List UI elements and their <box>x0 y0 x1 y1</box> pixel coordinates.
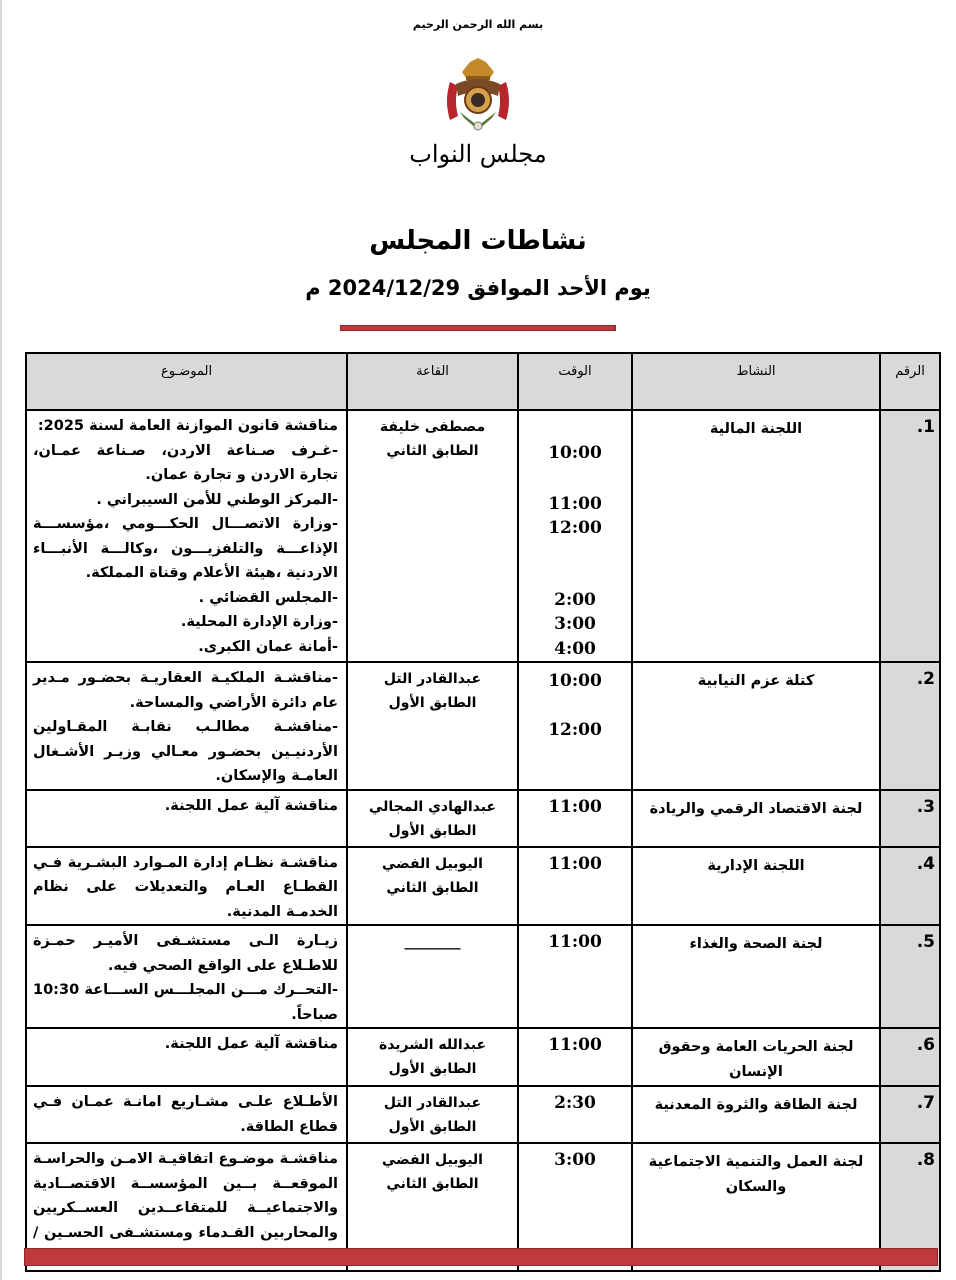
row-room <box>347 847 518 926</box>
time-slot: 11:00 <box>548 932 602 952</box>
header-topic: الموضـوع <box>26 353 347 410</box>
time-slot: 3:00 <box>554 1150 596 1170</box>
room-floor: الطابق الأول <box>388 1061 477 1077</box>
room-name: عبدالله الشريدة <box>378 1037 487 1053</box>
topic-line: مناقشة آلية عمل اللجنة. <box>164 1036 338 1052</box>
time-slot: 11:00 <box>548 1035 602 1055</box>
topic-line: مناقشة آلية عمل اللجنة. <box>164 797 338 814</box>
table-row <box>26 790 940 847</box>
header-num: الرقم <box>880 353 940 410</box>
table-row <box>26 925 940 1028</box>
row-room <box>347 925 518 1028</box>
topic-line: -المجلس القضائي . <box>198 589 338 606</box>
row-room <box>347 662 518 790</box>
room-name: عبدالقادر التل <box>383 1095 482 1111</box>
topic-line: الأطـلاع علـى مشـاريع امانـة عمـان فـي قطاع الطاقة. <box>33 1094 338 1135</box>
row-activity: لجنة الصحة والغذاء <box>632 925 880 1028</box>
table-row <box>26 1028 940 1086</box>
topic-line: -وزارة الاتصـــال الحكـــومي ،مؤسســـة الإذاعـــة والتلفزيـــون ،وكالـــة الأنبـــاء الاردنية ،هيئة الأعلام وقناة المملكة. <box>33 516 338 581</box>
time-slot: 10:00 <box>548 671 602 691</box>
title-divider <box>340 325 616 331</box>
row-activity: لجنة الاقتصاد الرقمي والريادة <box>632 790 880 847</box>
time-slot: 11:00 <box>548 853 602 874</box>
row-activity: كتلة عزم النيابية <box>632 662 880 790</box>
time-slot: 3:00 <box>554 614 596 634</box>
time-slot: 2:00 <box>554 589 596 610</box>
page-subtitle: يوم الأحد الموافق 2024/12/29 م <box>305 276 651 300</box>
topic-line: -مناقشـة مطالـب نقابـة المقـاولين الأردنيـين بحضـور معـالي وزيـر الأشـغال العامـة والإسكان. <box>33 719 338 784</box>
row-times <box>518 925 632 1028</box>
row-topic <box>26 410 347 662</box>
room-name: اليوبيل الفضي <box>382 855 483 872</box>
row-topic <box>26 790 347 847</box>
row-times <box>518 847 632 926</box>
table-row <box>26 1086 940 1143</box>
time-slot: 12:00 <box>548 720 602 740</box>
basmala: بسم الله الرحمن الرحيم <box>412 18 544 31</box>
topic-line: زيـارة الـى مستشـفى الأميـر حمـزة للاطـلاع على الواقع الصحي فيه. <box>33 933 338 974</box>
row-number: 1. <box>880 410 940 662</box>
room-floor: الطابق الأول <box>388 1119 477 1135</box>
row-topic <box>26 847 347 926</box>
header-room: القاعة <box>347 353 518 410</box>
page-edge <box>0 0 2 1280</box>
room-name: ________ <box>404 934 461 950</box>
row-room <box>347 1028 518 1086</box>
activities-table <box>25 352 941 1272</box>
room-name: مصطفى خليفة <box>379 419 486 435</box>
room-name: عبدالقادر التل <box>383 671 482 687</box>
row-number: 3. <box>880 790 940 847</box>
room-floor: الطابق الأول <box>388 822 477 839</box>
row-times <box>518 1028 632 1086</box>
room-floor: الطابق الثاني <box>386 1176 479 1192</box>
row-room <box>347 1086 518 1143</box>
row-times <box>518 410 632 662</box>
row-room <box>347 790 518 847</box>
row-topic <box>26 1086 347 1143</box>
time-slot: 12:00 <box>548 518 602 538</box>
row-number: 6. <box>880 1028 940 1086</box>
time-slot: 11:00 <box>548 493 602 514</box>
header-activity: النشاط <box>632 353 880 410</box>
topic-line: -غـرف صـناعة الاردن، صـناعة عمـان، تجارة الاردن و تجارة عمان. <box>33 442 338 483</box>
row-topic <box>26 1028 347 1086</box>
row-times <box>518 790 632 847</box>
topic-line: -وزارة الإدارة المحلية. <box>180 614 338 630</box>
room-name: عبدالهادي المجالي <box>368 798 497 815</box>
parliament-logo-text: مجلس النواب <box>409 140 547 168</box>
row-number: 4. <box>880 847 940 926</box>
row-activity: لجنة العمل والتنمية الاجتماعية والسكان <box>632 1143 880 1271</box>
time-slot: 4:00 <box>554 638 596 659</box>
row-room <box>347 410 518 662</box>
row-activity: اللجنة الإدارية <box>632 847 880 926</box>
topic-line: -التحــرك مـــن المجلـــس الســـاعة 10:30 صباحاً. <box>33 982 338 1023</box>
table-row <box>26 662 940 790</box>
time-slot: 10:00 <box>548 443 602 463</box>
topic-line: مناقشة قانون الموازنة العامة لسنة 2025: <box>37 418 338 434</box>
room-floor: الطابق الأول <box>388 695 477 711</box>
topic-line: -أمانة عمان الكبرى. <box>198 638 338 655</box>
room-floor: الطابق الثاني <box>386 879 479 896</box>
row-activity: لجنة الطاقة والثروة المعدنية <box>632 1086 880 1143</box>
table-header-row <box>26 353 940 410</box>
row-number: 5. <box>880 925 940 1028</box>
row-number: 7. <box>880 1086 940 1143</box>
row-number: 8. <box>880 1143 940 1271</box>
table-row <box>26 847 940 926</box>
topic-line: -المركز الوطني للأمن السيبراني . <box>96 491 338 508</box>
row-topic <box>26 925 347 1028</box>
time-slot: 11:00 <box>548 796 602 817</box>
topic-line: مناقشـة نظـام إدارة المـوارد البشـرية فـي القطـاع العـام والتعديلات على نظام الخدمـة المدنية. <box>33 854 338 920</box>
topic-line: -مناقشـة الملكيـة العقاريـة بحضـور مـدير عام دائرة الأراضي والمساحة. <box>33 670 338 711</box>
topic-line: مناقشـة موضـوع اتفاقيـة الامـن والحراسـة الموقعــة بــين المؤسســة الاقتصــادية والاجتماعيــة للمتقاعــدين العســكريين والمحاربين القـدماء ومستشـفى الحسـين / <box>33 1151 338 1241</box>
room-floor: الطابق الثاني <box>386 443 479 459</box>
row-activity: لجنة الحريات العامة وحقوق الإنسان <box>632 1028 880 1086</box>
footer-divider <box>24 1248 938 1266</box>
row-topic <box>26 662 347 790</box>
row-times <box>518 1086 632 1143</box>
row-number: 2. <box>880 662 940 790</box>
page-title: نشاطات المجلس <box>369 226 587 256</box>
header-time: الوقت <box>518 353 632 410</box>
time-slot: 2:30 <box>554 1093 596 1113</box>
royal-emblem-icon <box>440 56 516 134</box>
row-times <box>518 662 632 790</box>
table-row <box>26 410 940 662</box>
room-name: اليوبيل الفضي <box>382 1152 483 1168</box>
row-activity: اللجنة المالية <box>632 410 880 662</box>
